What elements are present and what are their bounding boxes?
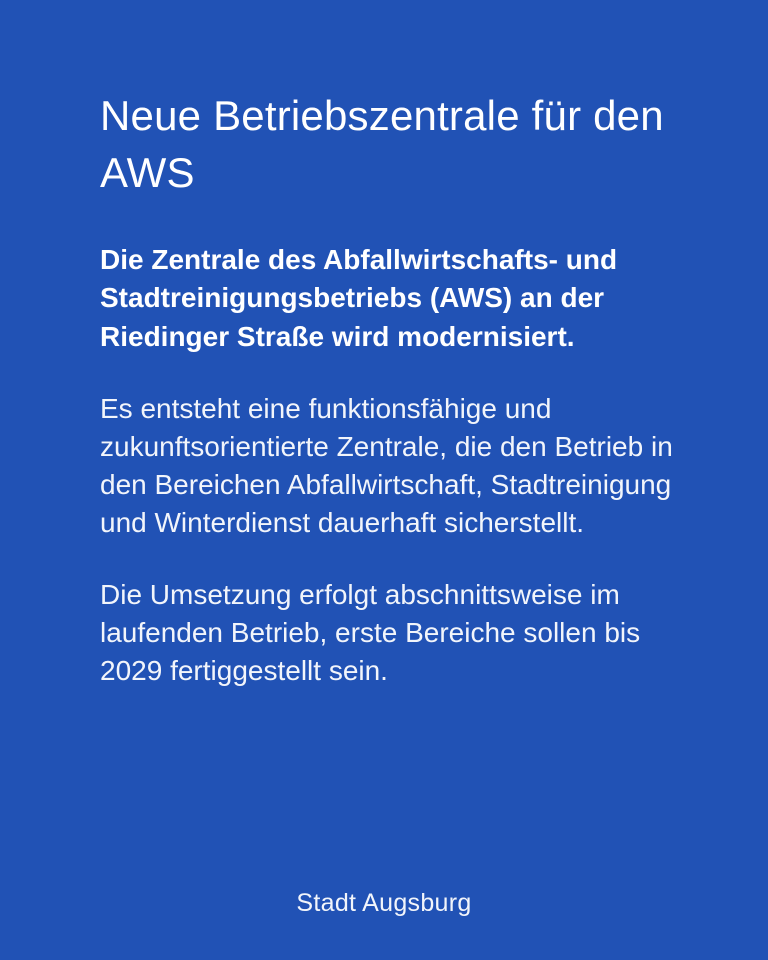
body-paragraph-2: Die Umsetzung erfolgt abschnittsweise im laufenden Betrieb, erste Bereiche sollen bis 2029 fertiggestellt sein. — [100, 578, 641, 687]
footer-brand-wordmark: Stadt Augsburg — [296, 889, 472, 917]
page-title: Neue Betriebszentrale für den AWS — [100, 92, 664, 196]
lead-paragraph: Die Zentrale des Abfallwirtschafts- und Stadtreinigungsbetriebs (AWS) an der Riedinger Straße wird modernisiert. — [100, 244, 618, 352]
footer — [0, 889, 768, 960]
body-paragraph-1: Es entsteht eine funktionsfähige und zukunftsorientierte Zentrale, die den Betrieb in den Bereichen Abfallwirtschaft, Stadtreinigung und Winterdienst dauerhaft sicherstellt. — [100, 392, 673, 538]
